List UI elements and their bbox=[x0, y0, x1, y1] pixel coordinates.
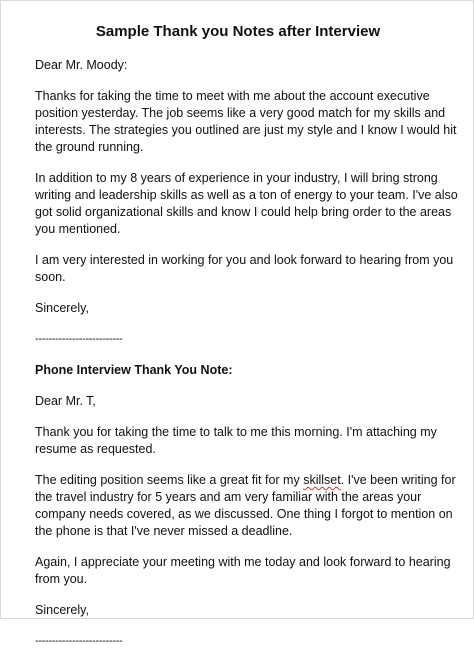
text-line: resume as requested. bbox=[35, 442, 156, 456]
letter1-signature-line: -------------------------- bbox=[35, 333, 123, 345]
text-line: Again, I appreciate your meeting with me today and look forward to hearing bbox=[35, 555, 451, 569]
document-title: Sample Thank you Notes after Interview bbox=[95, 23, 381, 40]
text-fragment: The editing position seems like a great fit for my bbox=[35, 473, 304, 487]
letter2-paragraph-1 bbox=[35, 424, 463, 458]
text-fragment: . I've been writing for bbox=[340, 473, 456, 487]
text-line: you mentioned. bbox=[35, 222, 121, 236]
text-line: In addition to my 8 years of experience in your industry, I will bring strong bbox=[35, 171, 438, 185]
letter2-paragraph-3 bbox=[35, 554, 463, 588]
text-line: I am very interested in working for you and look forward to hearing from you bbox=[35, 253, 454, 267]
letter2-salutation: Dear Mr. T, bbox=[35, 394, 96, 408]
text-line: position yesterday. The job seems like a very good match for my skills and bbox=[35, 106, 446, 120]
text-line: company needs covered, as we discussed. One thing I forgot to mention on bbox=[35, 507, 453, 521]
text-line: writing and leadership skills as well as a ton of energy to your team. I've also bbox=[35, 188, 458, 202]
spellcheck-flagged-word: skillset bbox=[303, 473, 341, 487]
letter1-salutation: Dear Mr. Moody: bbox=[35, 58, 128, 72]
letter1-paragraph-2 bbox=[35, 170, 463, 238]
letter1-paragraph-3 bbox=[35, 252, 463, 286]
text-line: interests. The strategies you outlined are just my style and I know I would hit bbox=[35, 123, 457, 137]
text-line: Thanks for taking the time to meet with me about the account executive bbox=[35, 89, 430, 103]
text-line: the travel industry for 5 years and am very familiar with the areas your bbox=[35, 490, 422, 504]
letter2-heading: Phone Interview Thank You Note: bbox=[35, 363, 233, 377]
text-line: got solid organizational skills and know I could help bring order to the areas bbox=[35, 205, 452, 219]
document-body bbox=[35, 57, 463, 664]
letter2-signature-line: -------------------------- bbox=[35, 635, 123, 647]
letter2-paragraph-2 bbox=[35, 472, 463, 540]
text-line: from you. bbox=[35, 572, 88, 586]
text-line: the ground running. bbox=[35, 140, 144, 154]
letter1-closing: Sincerely, bbox=[35, 301, 89, 315]
letter1-paragraph-1 bbox=[35, 88, 463, 156]
letter2-closing: Sincerely, bbox=[35, 603, 89, 617]
text-line: soon. bbox=[35, 270, 66, 284]
text-line: Thank you for taking the time to talk to me this morning. I'm attaching my bbox=[35, 425, 437, 439]
text-line: the phone is that I've never missed a deadline. bbox=[35, 524, 293, 538]
text-line bbox=[35, 472, 463, 489]
